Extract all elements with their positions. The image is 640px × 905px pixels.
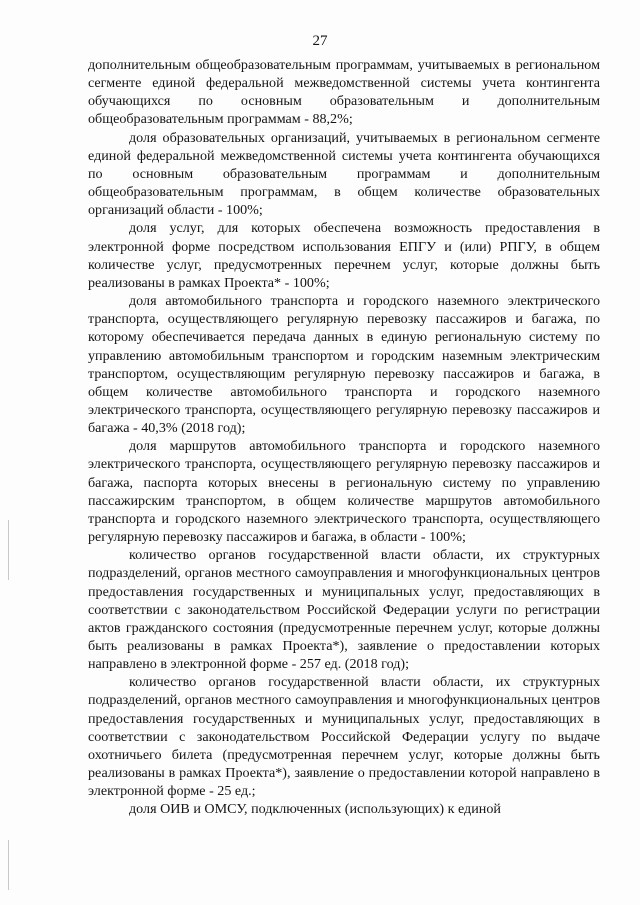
- paragraph: количество органов государственной власти области, их структурных подразделений, органов местного самоуправления и многофункциональных центров предоставления государственных и муниципальных услуг, предоставляющих в соответствии с законодательством Российской Федерации услугу по выдаче охотничьего билета (предусмотренная перечнем услуг, которые должны быть реализованы в рамках Проекта*), заявление о предоставлении которой направлено в электронной форме - 25 ед.;: [88, 674, 600, 800]
- paragraph: доля услуг, для которых обеспечена возможность предоставления в электронной форме посредством использования ЕПГУ и (или) РПГУ, в общем количестве услуг, предусмотренных перечнем услуг, которые должны быть реализованы в рамках Проекта* - 100%;: [88, 220, 600, 291]
- scan-edge-mark: [8, 520, 9, 580]
- scan-edge-mark: [8, 840, 9, 890]
- page-number: 27: [312, 33, 328, 49]
- document-body: [88, 56, 600, 819]
- paragraph: доля автомобильного транспорта и городского наземного электрического транспорта, осуществляющего регулярную перевозку пассажиров и багажа, по которому обеспечивается передача данных в единую региональную систему по управлению автомобильным транспортом и городским наземным электрическим транспортом, осуществляющим регулярную перевозку пассажиров и багажа, в общем количестве автомобильного транспорта и городского наземного электрического транспорта, осуществляющего регулярную перевозку пассажиров и багажа - 40,3% (2018 год);: [88, 293, 600, 437]
- paragraph: дополнительным общеобразовательным программам, учитываемых в региональном сегменте единой федеральной межведомственной системы учета контингента обучающихся по основным образовательным и дополнительным общеобразовательным программам - 88,2%;: [88, 57, 600, 128]
- paragraph: доля образовательных организаций, учитываемых в региональном сегменте единой федеральной межведомственной системы учета контингента обучающихся по основным образовательным программам и дополнительным общеобразовательным программам, в общем количестве образовательных организаций области - 100%;: [88, 129, 600, 219]
- paragraph: доля ОИВ и ОМСУ, подключенных (использующих) к единой: [129, 801, 501, 818]
- paragraph: доля маршрутов автомобильного транспорта и городского наземного электрического транспорта, осуществляющего регулярную перевозку пассажиров и багажа, паспорта которых внесены в региональную систему по управлению пассажирским транспортом, в общем количестве маршрутов автомобильного транспорта и городского наземного электрического транспорта, осуществляющего регулярную перевозку пассажиров и багажа, в области - 100%;: [88, 438, 600, 546]
- paragraph: количество органов государственной власти области, их структурных подразделений, органов местного самоуправления и многофункциональных центров предоставления государственных и муниципальных услуг, предоставляющих в соответствии с законодательством Российской Федерации услуги по регистрации актов гражданского состояния (предусмотренные перечнем услуг, которые должны быть реализованы в рамках Проекта*), заявление о предоставлении которых направлено в электронной форме - 257 ед. (2018 год);: [88, 547, 600, 673]
